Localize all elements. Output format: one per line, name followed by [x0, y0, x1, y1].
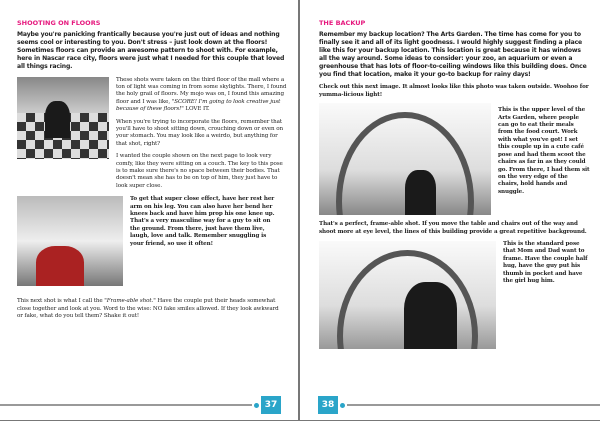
left-page [0, 0, 299, 421]
text-column [498, 103, 590, 196]
section-heading: THE BACKUP [319, 19, 366, 27]
paragraph: To get that super close effect, have her rest her arm on his leg. You can also have her bend her knees back and have him prop his one knee up. That's a very masculine way for a guy to sit on the ground. From there, just have them live, laugh, love and talk. Remember snuggling is your friend, so use it often! [130, 196, 275, 247]
floor-photo-row-1 [17, 77, 288, 191]
text-column [503, 241, 590, 285]
paragraph: Check out this next image. It almost looks like this photo was taken outside. Woohoo for yumma-licious light! [319, 84, 589, 98]
text-column [116, 77, 288, 191]
paragraph: These shots were taken on the third floor of the mall where a ton of light was coming in from some skylights. There, I found the holy grail of floors. My mojo was on, I found this amazing floor and I was like, "SCORE! I'm going to look creative just because of these floors!" LOVE IT. [116, 76, 287, 113]
couple-floor-photo-2 [17, 196, 123, 286]
couple-floor-photo-1 [17, 77, 109, 159]
intro-paragraph: Remember my backup location? The Arts Garden. The time has come for you to finally see it and all of its light goodness. I would highly suggest finding a place like this for your backup location. This location is great because it has windows all the way around. Some ideas to consider: your zoo, an aquarium or even a greenhouse that has lots of floor-to-ceiling windows like this building does. Once you find that location, make it your go-to backup for rainy days! [319, 31, 587, 78]
floor-photo-row-2 [17, 196, 288, 286]
arts-garden-couple-photo [319, 241, 496, 349]
paragraph: This is the standard pose that Mom and Dad want to frame. Have the couple half hug, have the guy put his thumb in pocket and have the girl hug him. [503, 241, 588, 285]
footer-dot [254, 403, 259, 408]
footer-dot [340, 403, 345, 408]
page-footer [318, 396, 600, 414]
page-number-badge: 38 [318, 396, 338, 414]
page-number-badge: 37 [261, 396, 281, 414]
standard-pose-photo-row [319, 241, 590, 349]
cafe-photo-row [319, 103, 590, 215]
intro-paragraph: Maybe you're panicking frantically because you're just out of ideas and nothing seems cool or interesting to you. Don't stress – just look down at the floors! Sometimes floors can provide an awesome pattern to shoot with. For example, here in Nascar race city, floors were just what I needed for this couple that loved all things racing. [17, 31, 285, 70]
footer-rule [347, 404, 600, 406]
text-column [130, 196, 288, 248]
paragraph: This is the upper level of the Arts Garden, where people can go to eat their meals from the food court. Work with what you've got! I set this couple up in a cute café pose and had them scoot the chairs as far in as they could go. From there, I had them sit on the very edge of the chairs, hold hands and snuggle. [498, 107, 590, 195]
right-page [299, 0, 600, 421]
paragraph: That's a perfect, frame-able shot. If you move the table and chairs out of the way and shoot more at eye level, the lines of this building provide a great repetitive background. [319, 221, 587, 235]
arts-garden-cafe-photo [319, 103, 491, 215]
paragraph: When you're trying to incorporate the floors, remember that you'll have to shoot sitting down, crouching down or even on your stomach. You may look like a weirdo, but anything for that shot, right? [116, 118, 283, 147]
page-footer [0, 396, 281, 414]
section-heading: SHOOTING ON FLOORS [17, 19, 101, 27]
footer-rule [0, 404, 252, 406]
paragraph: This next shot is what I call the "Frame-able shot." Have the couple put their heads somewhat close together and look at you. Word to the wise: NO fake smiles allowed. If they look awkward or fake, what do you tell them? Shake it out! [17, 298, 279, 320]
paragraph: I wanted the couple shown on the next page to look very comfy, like they were sitting on a couch. The key to this pose is to make sure there's no space between their bodies. That doesn't mean she has to be on top of him, they just have to look super close. [116, 153, 283, 189]
